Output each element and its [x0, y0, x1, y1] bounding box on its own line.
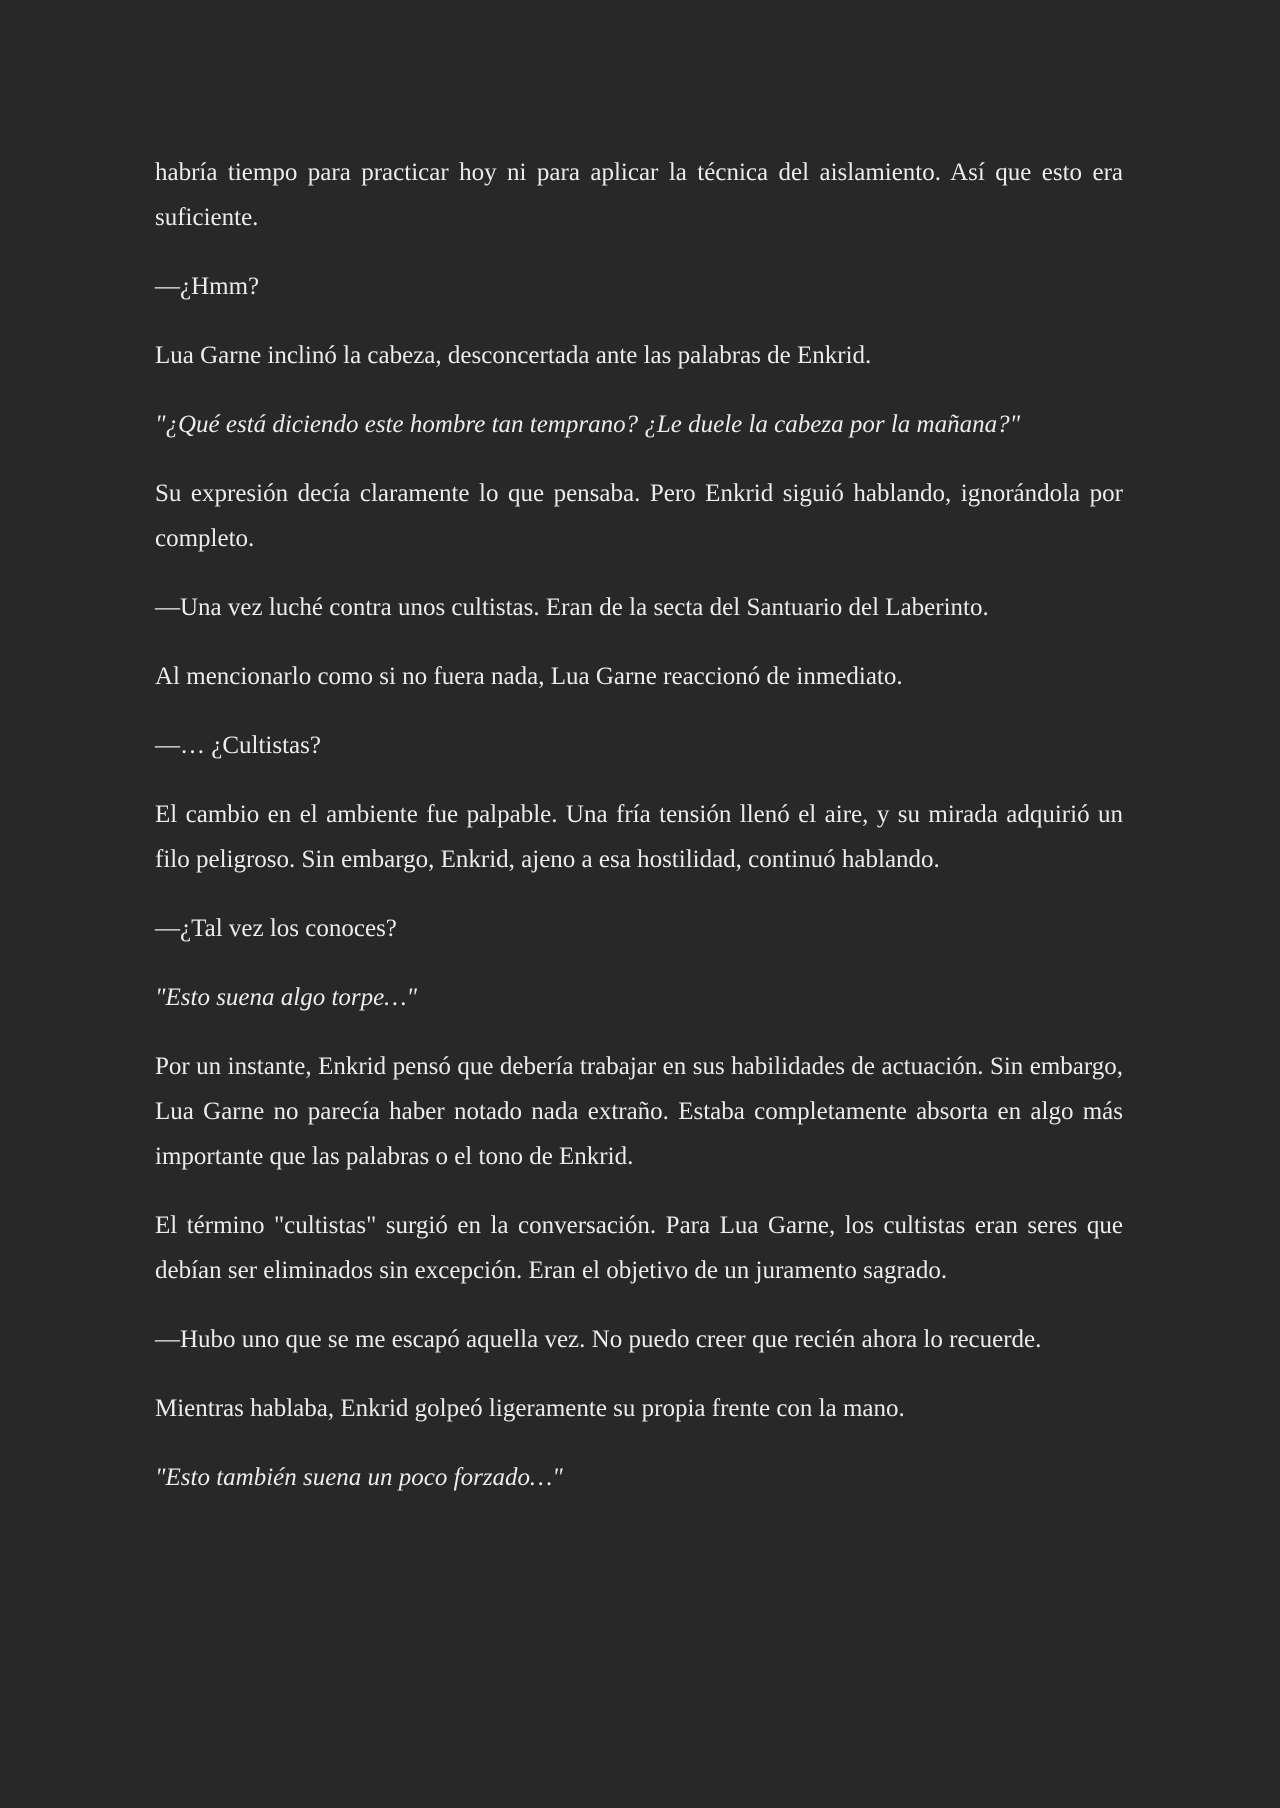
paragraph: Lua Garne inclinó la cabeza, desconcertada ante las palabras de Enkrid. — [155, 342, 872, 369]
dialogue-line: —Hubo uno que se me escapó aquella vez. No puedo creer que recién ahora lo recuerde. — [155, 1326, 1042, 1353]
paragraph: Por un instante, Enkrid pensó que debería trabajar en sus habilidades de actuación. Sin embargo, Lua Garne no parecía haber notado nada extraño. Estaba completamente absorta en algo más importante que las palabras o el tono de Enkrid. — [155, 1053, 1123, 1170]
paragraph: Al mencionarlo como si no fuera nada, Lua Garne reaccionó de inmediato. — [155, 663, 903, 690]
paragraph: habría tiempo para practicar hoy ni para aplicar la técnica del aislamiento. Así que esto era suficiente. — [155, 159, 1123, 231]
dialogue-line: —… ¿Cultistas? — [155, 732, 321, 759]
dialogue-line: —Una vez luché contra unos cultistas. Eran de la secta del Santuario del Laberinto. — [155, 594, 989, 621]
paragraph: Su expresión decía claramente lo que pensaba. Pero Enkrid siguió hablando, ignorándola por completo. — [155, 480, 1123, 552]
thought-line: "Esto suena algo torpe…" — [155, 984, 417, 1011]
thought-line: "¿Qué está diciendo este hombre tan temprano? ¿Le duele la cabeza por la mañana?" — [155, 411, 1021, 438]
paragraph: El cambio en el ambiente fue palpable. Una fría tensión llenó el aire, y su mirada adquirió un filo peligroso. Sin embargo, Enkrid, ajeno a esa hostilidad, continuó hablando. — [155, 801, 1123, 873]
thought-line: "Esto también suena un poco forzado…" — [155, 1464, 563, 1491]
paragraph: Mientras hablaba, Enkrid golpeó ligeramente su propia frente con la mano. — [155, 1395, 905, 1422]
dialogue-line: —¿Tal vez los conoces? — [155, 915, 397, 942]
paragraph: El término "cultistas" surgió en la conversación. Para Lua Garne, los cultistas eran seres que debían ser eliminados sin excepción. Eran el objetivo de un juramento sagrado. — [155, 1212, 1123, 1284]
dialogue-line: —¿Hmm? — [155, 273, 260, 300]
